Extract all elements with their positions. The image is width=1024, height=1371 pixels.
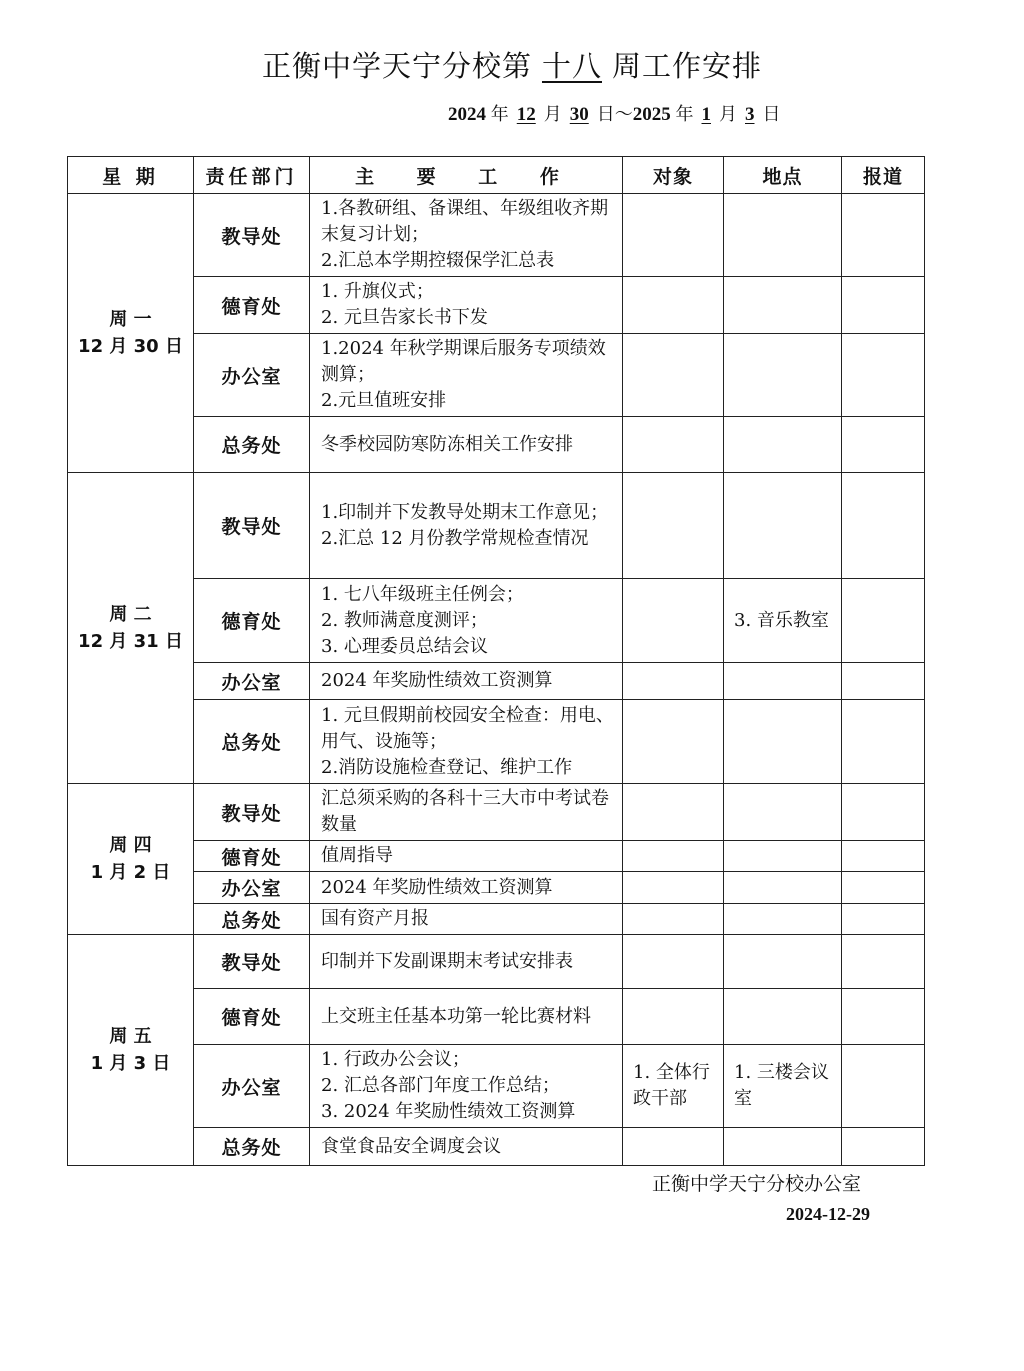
year-char: 年 [490, 104, 509, 125]
target-cell [623, 579, 724, 663]
work-item: 食堂食品安全调度会议 [321, 1135, 501, 1157]
work-item: 2024 年奖励性绩效工资测算 [321, 670, 553, 691]
footer-office: 正衡中学天宁分校办公室 [652, 1173, 862, 1195]
dept-cell: 办公室 [194, 334, 310, 417]
date-range [448, 100, 781, 126]
dept-cell: 德育处 [194, 579, 310, 663]
end-day: 3 [745, 104, 755, 125]
year-char: 年 [675, 104, 694, 125]
place-cell [724, 784, 842, 841]
table-row [68, 784, 925, 841]
table-row [68, 1045, 925, 1128]
schedule-table [67, 156, 925, 1166]
day-cell [68, 935, 194, 1166]
header-dept: 责任部门 [194, 157, 310, 194]
report-cell [842, 872, 925, 904]
place-cell [724, 194, 842, 277]
dept-cell: 总务处 [194, 1128, 310, 1166]
day-char: 日 [596, 104, 615, 125]
footer-date: 2024-12-29 [786, 1204, 870, 1224]
report-cell [842, 194, 925, 277]
dept-cell: 总务处 [194, 904, 310, 935]
work-item: 2024 年奖励性绩效工资测算 [321, 876, 553, 898]
work-cell [310, 194, 623, 277]
work-cell [310, 1128, 623, 1166]
table-row [68, 194, 925, 277]
table-row [68, 904, 925, 935]
table-header-row [68, 157, 925, 194]
target-cell [623, 1128, 724, 1166]
table-body [68, 194, 925, 1166]
target-cell [623, 417, 724, 473]
place-cell [724, 700, 842, 784]
dept-cell: 总务处 [194, 417, 310, 473]
report-cell [842, 663, 925, 700]
place-cell: 1. 三楼会议室 [724, 1045, 842, 1128]
target-cell [623, 872, 724, 904]
work-cell [310, 784, 623, 841]
place-cell [724, 872, 842, 904]
target-cell [623, 700, 724, 784]
work-item: 1.2024 年秋学期课后服务专项绩效测算； [321, 338, 606, 385]
place-cell [724, 1128, 842, 1166]
table-row [68, 277, 925, 334]
place-cell [724, 417, 842, 473]
header-work: 主 要 工 作 [310, 157, 623, 194]
work-item: 值周指导 [321, 845, 393, 866]
table-row [68, 663, 925, 700]
work-item: 印制并下发副课期末考试安排表 [321, 950, 573, 972]
dept-cell: 办公室 [194, 872, 310, 904]
target-cell [623, 473, 724, 579]
report-cell [842, 473, 925, 579]
report-cell [842, 904, 925, 935]
report-cell [842, 784, 925, 841]
report-cell [842, 334, 925, 417]
target-cell [623, 194, 724, 277]
target-cell [623, 334, 724, 417]
target-cell [623, 784, 724, 841]
work-item: 3. 2024 年奖励性绩效工资测算 [321, 1101, 576, 1122]
table-row [68, 700, 925, 784]
dept-cell: 德育处 [194, 277, 310, 334]
place-cell [724, 277, 842, 334]
range-separator: ～ [614, 104, 633, 125]
target-cell [623, 663, 724, 700]
work-item: 汇总须采购的各科十三大市中考试卷数量 [321, 788, 609, 835]
report-cell [842, 989, 925, 1045]
report-cell [842, 1128, 925, 1166]
day-date: 12 月 30 日 [78, 336, 183, 357]
report-cell [842, 841, 925, 872]
start-month: 12 [516, 104, 536, 125]
month-char: 月 [719, 104, 737, 125]
work-item: 上交班主任基本功第一轮比赛材料 [321, 1005, 591, 1027]
page-title [0, 44, 1024, 85]
day-name: 周 四 [109, 835, 152, 856]
header-report: 报道 [842, 157, 925, 194]
place-cell [724, 989, 842, 1045]
target-cell [623, 277, 724, 334]
target-cell: 1. 全体行政干部 [623, 1045, 724, 1128]
table-row [68, 1128, 925, 1166]
target-cell [623, 841, 724, 872]
day-date: 12 月 31 日 [78, 631, 183, 652]
work-cell [310, 989, 623, 1045]
work-item: 1. 七八年级班主任例会； [321, 583, 524, 605]
work-item: 1.印制并下发教导处期末工作意见； [321, 501, 609, 523]
work-cell [310, 334, 623, 417]
place-cell [724, 841, 842, 872]
work-item: 2. 元旦告家长书下发 [321, 307, 488, 328]
report-cell [842, 417, 925, 473]
title-week-number: 十八 [541, 49, 602, 83]
work-item: 1. 升旗仪式； [321, 281, 434, 302]
work-item: 2.元旦值班安排 [321, 390, 447, 411]
header-target: 对象 [623, 157, 724, 194]
work-cell [310, 579, 623, 663]
work-item: 2.汇总 12 月份教学常规检查情况 [321, 527, 589, 549]
table-row [68, 935, 925, 989]
report-cell [842, 579, 925, 663]
place-cell [724, 935, 842, 989]
place-cell [724, 473, 842, 579]
table-row [68, 473, 925, 579]
table-row [68, 579, 925, 663]
work-cell [310, 700, 623, 784]
place-cell [724, 334, 842, 417]
work-item: 1.各教研组、备课组、年级组收齐期末复习计划； [321, 198, 609, 245]
work-item: 2. 教师满意度测评； [321, 609, 488, 631]
work-item: 国有资产月报 [321, 908, 429, 929]
work-item: 2. 汇总各部门年度工作总结； [321, 1075, 560, 1096]
report-cell [842, 700, 925, 784]
title-suffix: 周工作安排 [612, 49, 763, 83]
table-row [68, 872, 925, 904]
day-date: 1 月 3 日 [90, 1053, 171, 1074]
day-date: 1 月 2 日 [90, 862, 171, 883]
place-cell [724, 904, 842, 935]
dept-cell: 教导处 [194, 935, 310, 989]
report-cell [842, 1045, 925, 1128]
dept-cell: 教导处 [194, 784, 310, 841]
day-name: 周 五 [109, 1026, 152, 1047]
end-year: 2025 [632, 104, 671, 125]
start-year: 2024 [448, 104, 486, 125]
day-name: 周 一 [109, 309, 152, 330]
work-item: 3. 心理委员总结会议 [321, 635, 488, 657]
work-cell [310, 1045, 623, 1128]
dept-cell: 德育处 [194, 989, 310, 1045]
work-item: 2.消防设施检查登记、维护工作 [321, 756, 573, 778]
work-cell [310, 417, 623, 473]
work-cell [310, 473, 623, 579]
month-char: 月 [543, 104, 562, 125]
end-month: 1 [701, 104, 711, 125]
header-place: 地点 [724, 157, 842, 194]
work-cell [310, 663, 623, 700]
work-item: 1. 元旦假期前校园安全检查：用电、用气、设施等； [321, 704, 614, 752]
work-cell [310, 904, 623, 935]
work-item: 1. 行政办公会议； [321, 1049, 470, 1070]
day-name: 周 二 [109, 604, 152, 625]
header-day: 星 期 [68, 157, 194, 194]
place-cell: 3. 音乐教室 [724, 579, 842, 663]
dept-cell: 总务处 [194, 700, 310, 784]
report-cell [842, 277, 925, 334]
target-cell [623, 935, 724, 989]
work-cell [310, 277, 623, 334]
dept-cell: 教导处 [194, 194, 310, 277]
table-row [68, 989, 925, 1045]
dept-cell: 办公室 [194, 663, 310, 700]
table-row [68, 841, 925, 872]
target-cell [623, 904, 724, 935]
day-cell [68, 784, 194, 935]
work-cell [310, 872, 623, 904]
dept-cell: 教导处 [194, 473, 310, 579]
target-cell [623, 989, 724, 1045]
table-row [68, 417, 925, 473]
work-cell [310, 841, 623, 872]
work-cell [310, 935, 623, 989]
dept-cell: 办公室 [194, 1045, 310, 1128]
day-cell [68, 473, 194, 784]
start-day: 30 [569, 104, 589, 125]
day-cell [68, 194, 194, 473]
table-row [68, 334, 925, 417]
dept-cell: 德育处 [194, 841, 310, 872]
title-prefix: 正衡中学天宁分校第 [261, 49, 532, 83]
place-cell [724, 663, 842, 700]
report-cell [842, 935, 925, 989]
work-item: 2.汇总本学期控辍保学汇总表 [321, 250, 555, 271]
day-char: 日 [762, 104, 781, 125]
work-item: 冬季校园防寒防冻相关工作安排 [321, 433, 573, 455]
